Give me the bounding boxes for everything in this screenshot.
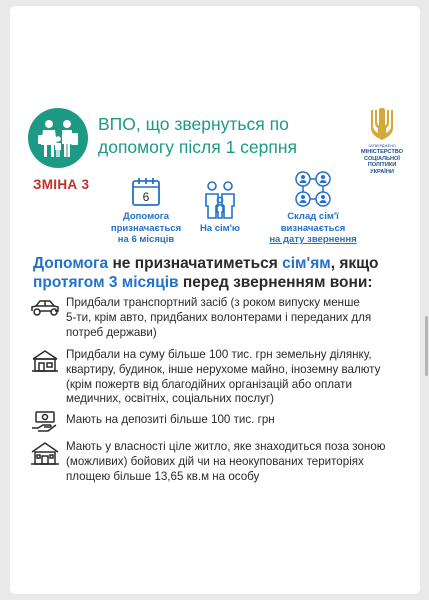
page-title (98, 113, 338, 159)
change-label: ЗМІНА 3 (33, 177, 90, 192)
feature-duration (108, 176, 184, 246)
title-line-1: ВПО, що звернуться по (98, 114, 289, 134)
condition-1-line-1: Придбали транспортний засіб (з роком випуску менше (66, 296, 360, 309)
ministry-line-3: УКРАЇНИ (370, 168, 394, 175)
condition-text (66, 296, 396, 340)
headline-part-4: , якщо (330, 255, 379, 272)
car-icon (30, 297, 60, 319)
trident-emblem-icon (369, 108, 395, 142)
feature-1-line-3: на 6 місяців (117, 234, 175, 245)
title-line-2: допомогу після 1 серпня (98, 137, 298, 157)
headline-part-1: Допомога (33, 255, 109, 272)
ministry-line-1: МІНІСТЕРСТВО (360, 149, 403, 155)
condition-2-line-4: медичних, освітніх, соціальних послуг) (66, 392, 274, 406)
scrollbar[interactable] (425, 316, 428, 376)
feature-3-line-2: визначається (280, 222, 346, 234)
condition-2-line-2: квартиру, будинок, інше нерухоме майно, іноземну валюту (66, 362, 381, 376)
headline-part-6: перед зверненням вони: (178, 274, 373, 291)
feature-family-composition (260, 170, 366, 246)
family-icon (27, 107, 89, 169)
condition-3-line-1: Мають на депозиті більше 100 тис. грн (66, 413, 275, 426)
condition-2-line-1: Придбали на суму більше 100 тис. грн земельну ділянку, (66, 348, 372, 361)
feature-per-family (184, 180, 256, 235)
condition-text (66, 440, 396, 484)
headline-part-2: не призначатиметься (108, 255, 283, 272)
feature-caption (260, 211, 366, 246)
family-outline-icon (202, 180, 238, 220)
headline-part-5: протягом 3 місяців (33, 274, 179, 291)
condition-1-line-3: потреб держави) (66, 325, 157, 339)
feature-1-line-1: Допомога (122, 211, 170, 222)
feature-1-line-2: призначається (110, 222, 182, 234)
condition-2-line-3: (крім пожертв від благодійних організацій або оплати (66, 377, 352, 391)
condition-4-line-1: Мають у власності ціле житло, яке знаходиться поза зоною (66, 440, 386, 453)
calendar-icon (130, 176, 162, 208)
house-icon (30, 349, 60, 373)
ministry-logo (355, 108, 409, 175)
feature-3-line-1: Склад сім'ї (287, 211, 339, 222)
condition-4-line-3: площею більше 13,65 кв.м на особу (66, 469, 260, 483)
condition-4-line-2: (можливих) бойових дій чи на неокупованих територіях (66, 454, 364, 468)
condition-text (66, 413, 396, 428)
condition-text (66, 348, 396, 407)
ministry-line-2: СОЦІАЛЬНОЇ ПОЛІТИКИ (364, 155, 400, 169)
emblem-caption: ЗАТВЕРДЖЕНО (368, 144, 396, 148)
feature-2-line-1: На сім'ю (199, 223, 241, 234)
feature-caption (108, 211, 184, 246)
condition-1-line-2: 5-ти, крім авто, придбаних волонтерами і переданих для (66, 310, 372, 324)
feature-3-line-3: на дату звернення (269, 234, 357, 245)
calendar-number: 6 (142, 190, 150, 204)
network-people-icon (294, 170, 332, 208)
headline-part-3: сім'ям (282, 255, 331, 272)
section-headline (33, 254, 383, 292)
building-icon (30, 440, 60, 466)
money-hand-icon (30, 410, 58, 432)
